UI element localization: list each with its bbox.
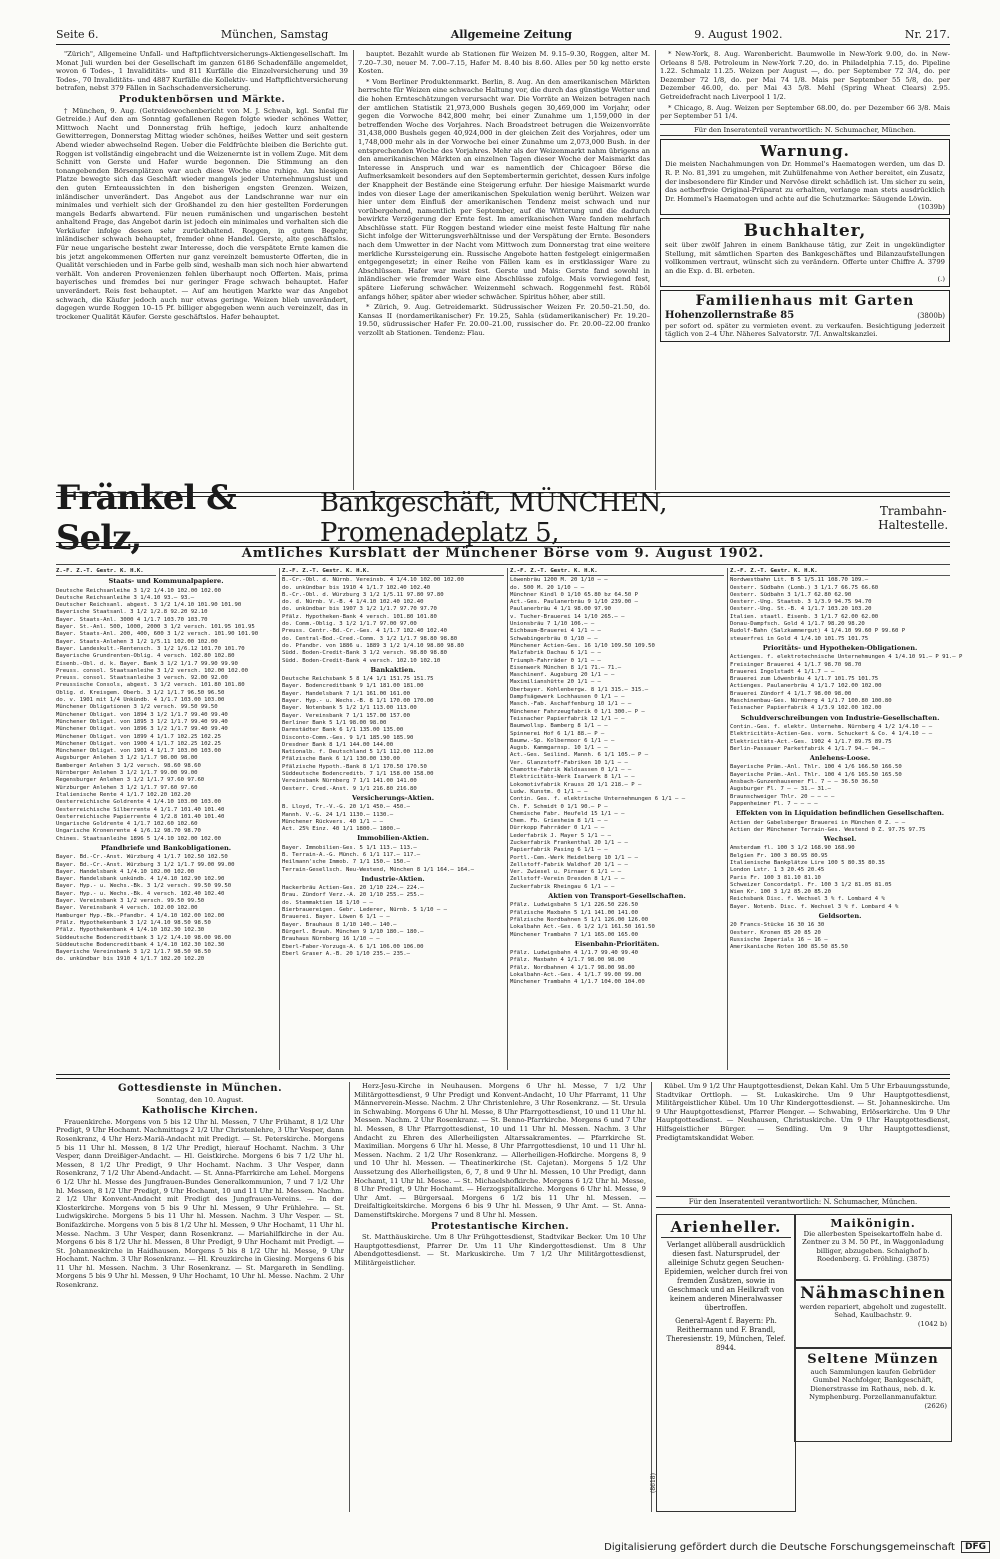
table-row: Bayer. Bd.-Cr.-Anst. Würzburg 4 1/1.7 102.50 102.50 <box>56 854 228 861</box>
table-row: Münchener Obligat. von 1899 4 1/1.7 102.25 102.25 <box>56 733 222 740</box>
table-row: Würzburger Anlehen 3 1/2 1/1.7 97.60 97.60 <box>56 784 198 791</box>
column-markets <box>56 50 348 490</box>
table-header: Z.-F. Z.-T. Gestr. K. H.K. <box>56 568 276 576</box>
place-day: München, Samstag <box>220 28 329 41</box>
table-priorities-exchange <box>730 568 963 1070</box>
chicago-report: * Chicago, 8. Aug. Weizen per September 68.00, do. per Dezember 66 3/8. Mais per September 51 1/4. <box>660 103 950 121</box>
table-row: Vereinsbank Nürnberg 7 1/1 141.00 141.00 <box>282 778 417 785</box>
table-row: Bayer. Hyp.- u. Wechs.-B. 8 1/1 170.00 170.00 <box>282 698 434 705</box>
table-row: Contin.-Ges. f. elektr. Unternehm. Nürnberg 4 1/2 1/4.10 — — <box>730 723 933 730</box>
table-row: Papierfabrik Pasing 6 1/1 — — <box>510 847 608 854</box>
table-group-title: Geldsorten. <box>818 912 862 921</box>
table-row: Augsb. Kammgarnsp. 10 1/1 — — <box>510 745 608 752</box>
table-row: Bayer. Notenb. Disc. f. Wechsel 3 % f. Lombard 4 % <box>730 903 899 910</box>
table-row: do. Pfandbr. von 1886 u. 1889 3 1/2 1/4.10 98.80 98.80 <box>282 642 464 649</box>
ad-familienhaus-code: (3800b) <box>917 311 945 320</box>
table-row: do. 500 M. 20 1/10 — — <box>510 584 585 591</box>
table-row: do. unkündbar bis 1907 3 1/2 1/1.7 97.70 97.70 <box>282 606 437 613</box>
ad-buchhalter-title: Buchhalter, <box>743 220 867 241</box>
column-church-ads <box>656 1082 950 1190</box>
table-row: Zellstoff-Verein Dresden 8 1/1 — — <box>510 876 625 883</box>
table-row: do. v. 1901 mit 1/4 Unkündb. 4 1/1.7 103.00 103.00 <box>56 697 225 704</box>
digitization-footer <box>604 1541 990 1553</box>
table-row: Oesterr. Südbahn 3 1/1.7 62.80 62.90 <box>730 591 852 598</box>
table-row: Braunschweiger Thlr. 20 — — — — <box>730 793 835 800</box>
table-row: Münchener Trambahn 7 1/1 165.00 165.00 <box>510 931 638 938</box>
table-row: Bayer. Staats-Anlehen 3 1/2 1/5.11 102.00 102.00 <box>56 638 218 645</box>
table-row: Italienische Bankplätze Lire 100 5 80.35 80.35 <box>730 859 885 866</box>
table-row: Bayerische Präm.-Anl. Thlr. 100 4 1/6 166.50 166.50 <box>730 764 902 771</box>
table-row: Südd. Boden-Credit-Bank 3 1/2 versch. 98.80 98.80 <box>282 650 448 657</box>
table-row: Pfälzische Bank 6 1/1 130.00 130.00 <box>282 756 400 763</box>
table-row: Actienges. f. elektrotechnische Unternehmungen 4 1/4.10 91.— P 91.— P <box>730 654 963 661</box>
divider <box>56 1074 950 1079</box>
table-row: Ver. Zwiesel u. Pirnaer 6 1/1 — — <box>510 869 622 876</box>
table-row: Oesterr.-Ung. Staatsb. 3 1/3.9 94.75 94.70 <box>730 599 872 606</box>
table-row: Eberl-Faber-Vorzugs-A. 6 1/1 106.00 106.00 <box>282 943 424 950</box>
table-row: Paulanerbräu 4 1/1 98.00 97.90 <box>510 606 612 613</box>
table-row: Pfälz. Ludwigsbahn 5 1/1 226.50 226.50 <box>510 902 638 909</box>
table-row: Actien der Gabelsberger Brauerei in München 0 Z. — — <box>730 819 906 826</box>
zurich-grain-report: * Zürich, 9. Aug. Getreidemarkt. Südrussischer Weizen Fr. 20.50–21.50, do. Kansas II (nordamerikanischer) Fr. 19.25, Sahla (südamerikanischer) Fr. 19.20–19.50, südrussischer Hafer Fr. 20.00–21.00, russischer do. Fr. 20.00–22.00 franko verzollt ab Stationen. Tendenz: Flau. <box>358 303 650 337</box>
table-row: Belgien Fr. 100 3 80.95 80.95 <box>730 852 828 859</box>
catholic-title: Katholische Kirchen. <box>141 1106 259 1117</box>
table-row: Zellstoff-Fabrik Waldhof 20 1/1 — — <box>510 861 628 868</box>
newspaper-title: Allgemeine Zeitung <box>450 28 572 41</box>
table-row: Löwenbräu 1200 M. 20 1/10 — — <box>510 577 608 584</box>
table-row: Bayerische Staatsanl. 3 1/2 1/2.8 92.20 92.10 <box>56 609 208 616</box>
table-row: Pfälz. Hypotheken-Bank 4 versch. 101.80 101.80 <box>282 613 437 620</box>
table-row: Süddeutsche Bodencreditb. 7 1/1 158.00 158.00 <box>282 771 434 778</box>
table-row: Elektricitäts-Actien-Ges. vorm. Schuckert & Co. 4 1/4.10 — — <box>730 731 933 738</box>
table-row: Ver. Glanzstoff-Fabriken 10 1/1 — — <box>510 759 628 766</box>
table-row: Eberl Graser A.-B. 20 1/10 235.— 235.— <box>282 950 410 957</box>
table-header: Z.-F. Z.-T. Gestr. K. H.K. <box>730 568 950 576</box>
table-row: Münchener Obligat. von 1901 4 1/1.7 103.00 103.00 <box>56 748 222 755</box>
table-row: Bayer. Hyp.- u. Wechs.-Bk. 3 1/2 versch. 99.50 99.50 <box>56 883 232 890</box>
table-row: Berlin-Passauer Parketfabrik 4 1/1.7 94.— 94.— <box>730 745 885 752</box>
table-row: Münchener Obligat. von 1900 4 1/1.7 102.25 102.25 <box>56 740 222 747</box>
table-row: Preuss. consol. Staatsanleihe 3 versch. 92.00 92.00 <box>56 675 228 682</box>
table-row: Bayerische Vereinsbank 3 1/2 1/1.7 98.50 98.50 <box>56 949 211 956</box>
table-row: Dresdner Bank 8 1/1 144.00 144.00 <box>282 741 394 748</box>
table-group-title: Pfandbriefe und Bankobligationen. <box>100 843 232 852</box>
dfg-logo: DFG <box>961 1541 990 1553</box>
table-row: Contin. Ges. f. elektrische Unternehmungen 6 1/1 — — <box>510 796 686 803</box>
table-row: Eisenb.-Obl. d. k. Bayer. Bank 3 1/2 1/1.7 99.90 99.90 <box>56 660 238 667</box>
table-row: Portl.-Cem.-Werk Heidelberg 10 1/1 — — <box>510 854 638 861</box>
table-row: do. Central-Bod.-Cred.-Comm. 3 1/2 1/1.7 98.80 98.80 <box>282 635 458 642</box>
table-row: 20 Francs-Stücke 16 30 16 30 <box>730 922 825 929</box>
munich-grain-report: † München, 9. Aug. (Getreidewochenbericht von M. J. Schwab, kgl. Senfal für Getreide.) Auf den am Sonntag gefallenen Regen folgte wieder schönes Wetter, Mittwoch Nacht und Donnerstag früh heftige, jedoch kurz anhaltende Gewitterregen, Donnerstag Mittag wieder schönes, heißes Wetter und seit gestern Abend wieder abwechselnd Regen. Ueber die Feldfrüchte bleiben die Berichte gut. Roggen ist vollständig eingebracht und die Weizenernte ist in vollem Zuge. Mit dem Schnitt von Gerste und Hafer wurde begonnen. Die Stimmung an den tonangebenden Börsenplätzen war auch diese Woche eine ruhige. Am hiesigen Platze bewegte sich das Geschäft wieder mangels jeder Unternehmungslust und den guten Ernteaussichten in den bisherigen engsten Grenzen. Weizen, inländischer unverändert. Das Angebot aus der Landschranne war nur ein minimales und verhielt sich der Großhandel zu den hier gestellten Forderungen mangels Bedarfs abwartend. Für neuen rumänischen und ungarischen besteht anhaltend Frage, das Angebot darin ist jedoch ein minimales und verhalten sich die Verkäufer infolge dessen sehr zurückhaltend. Roggen, in gutem Begehr, inländischer schwach behauptet, fremder ohne Handel. Gerste, alte geschäftslos. Für neue ungarische besteht zwar Interesse, doch die verspätete Ernte kamen die bis jetzt angekommenen Offerten nur ganz vereinzelt bemusterte Offerten, die in Qualität verschieden und in Farbe gelb sind, weshalb man sich noch hier abwartend verhält. Von anderen Provenienzen fehlen überhaupt noch Offerten. Mais, prima bayerisches und fremdes bei nur geringer Frage schwach behauptet. Hafer unverändert. Reis fest behauptet. — Auf am heutigen Markte war das Angebot schwach, die Käufer jedoch auch nur etwas geringe. Weizen blieb unverändert, dagegen wurde Roggen 10–15 Pf. billiger abgegeben wenn auch vereinzelt, das in trockener Qualität Käufer. Gerste geschäftslos. Hafer behauptet. <box>56 106 348 321</box>
table-row: Chemische Fabr. Heufeld 15 1/1 — — <box>510 810 625 817</box>
table-row: Elektricitäts-Werk Isarwerk 8 1/1 — — <box>510 774 635 781</box>
table-row: Hamburger Hyp.-Bk.-Pfandbr. 4 1/4.10 102.00 102.00 <box>56 912 225 919</box>
table-row: do. unkündbar bis 1910 4 1/1.7 102.20 102.20 <box>56 956 205 963</box>
table-row: Pfälz. Nordbahnen 4 1/1.7 98.00 98.00 <box>510 964 635 971</box>
table-row: Reichsbank Disc. f. Wechsel 3 % f. Lombard 4 % <box>730 896 885 903</box>
table-row: Pfälzische Hypoth.-Bank 8 1/1 170.50 170.50 <box>282 763 427 770</box>
table-row: Bayer. Staats-Anl. 200, 400, 600 3 1/2 versch. 101.90 101.90 <box>56 631 259 638</box>
table-row: Deutsche Reichsbank 5 8 1/4 1/1 151.75 151.75 <box>282 676 434 683</box>
catholic-services: Frauenkirche. Morgens von 5 bis 12 Uhr hl. Messen, 7 Uhr Frühamt, 8 1/2 Uhr Predigt, 9 Uhr Hochamt. Nachmittags 2 1/2 Uhr Christenlehre, 3 Uhr Vesper, dann Rosenkranz, 4 Uhr Herz-Mariä-Andacht mit Predigt. — St. Peterskirche. Morgens 5 bis 11 Uhr hl. Messen, 8 1/2 Uhr Predigt, hierauf Hochamt. Nachm. 3 Uhr Vesper, dann Dreißiger-Andacht. — Hl. Geistkirche. Morgens 6 bis 7 1/2 Uhr hl. Messen, 8 1/2 Uhr Predigt, 9 Uhr Hochamt. Nachm. 3 Uhr Vesper, dann Rosenkranz, 7 1/2 Uhr Abend-Andacht. — St. Anna-Pfarrkirche am Lehel. Morgens 6 1/2 Uhr hl. Messe des Jungfrauen-Bundes Generalkommunion, 7 und 7 1/2 Uhr hl. Messen, 8 1/2 Uhr Predigt, 9 Uhr Hochamt, 10 und 11 Uhr hl. Messen. Nachm. 2 1/2 Uhr Konvent-Andacht mit Predigt des Jungfrauen-Vereins. — In der Klosterkirche. Morgens von 5 bis 9 Uhr hl. Messen, 9 Uhr Frühlehre. — St. Ludwigskirche. Morgens 5 bis 11 Uhr hl. Messen. Nachm. 3 Uhr Vesper. — St. Bonifazkirche. Morgens von 5 bis 8 1/2 Uhr hl. Messen, 9 Uhr Hochamt, 11 Uhr hl. Messe. Nachm. 3 Uhr Vesper, dann Rosenkranz. — Mariahilfkirche in der Au. Morgens 6 bis 8 1/2 Uhr hl. Messen, 8 Uhr Predigt, 9 Uhr Hochamt mit Predigt. — St. Johanneskirche in Haidhausen. Morgens 5 bis 8 1/2 Uhr hl. Messe, 9 Uhr Hochamt. Nachm. 3 Uhr Rosenkranz. — Hl. Kreuzkirche in Giesing. Morgens 6 bis 11 Uhr hl. Messen. Nachm. 3 Uhr Rosenkranz. — St. Margareth in Sendling. Morgens 5 bis 9 Uhr hl. Messen, 9 Uhr Hochamt, 10 Uhr hl. Messe. Nachm. 2 Uhr Rosenkranz. <box>56 1117 344 1290</box>
table-row: Act.-Ges. Seilind. Mannh. 6 1/1 105.— P — <box>510 752 649 759</box>
table-row: Nürnberger Anlehen 3 1/2 1/1.7 99.00 99.00 <box>56 770 198 777</box>
table-row: Münchener Obligat. von 1894 3 1/2 1/1.7 99.40 99.40 <box>56 711 228 718</box>
issue-number: Nr. 217. <box>904 28 950 41</box>
table-row: Brauerei. Bayer. Löwen 6 1/1 — — <box>282 914 390 921</box>
table-row: Hackerbräu Actien-Ges. 20 1/10 224.— 224.— <box>282 885 424 892</box>
ad-naehmaschinen-text: werden repariert, abgeholt und zugestellt. Sehad, Kaulbachstr. 9. <box>799 1303 947 1320</box>
table-group-title: Eisenbahn-Prioritäten. <box>574 939 660 948</box>
table-row: Teisnacher Papierfabrik 12 1/1 — — <box>510 715 625 722</box>
church-title: Gottesdienste in München. <box>117 1083 283 1094</box>
table-row: Chamotte-Fabrik Waldsassen 0 1/1 — — <box>510 767 632 774</box>
table-row: v. Tucher-Brauerei 14 1/10 265.— — <box>510 613 625 620</box>
table-row: London Lstr. 1 3 20.45 20.45 <box>730 867 825 874</box>
table-row: Eisenwerk München 8 1/1 71.— 71.— <box>510 664 622 671</box>
table-row: Brauerei Zündorf 4 1/1.7 98.00 98.00 <box>730 690 852 697</box>
table-row: Zuckerfabrik Frankenthal 20 1/1 — — <box>510 839 628 846</box>
ad-familienhaus <box>660 290 950 342</box>
table-group-title: Industrie-Aktien. <box>361 874 425 883</box>
table-row: B. Terrain-A.-G. Münch. 6 1/1 117.— 117.— <box>282 851 421 858</box>
column-berlin-zurich <box>358 50 650 490</box>
table-group-title: Aktien von Transport-Gesellschaften. <box>548 892 686 901</box>
table-row: Bierbrauereigen. Gebr. Lederer, Nürnb. 5 1/10 — — <box>282 907 448 914</box>
berlin-market-report: * Vom Berliner Produktenmarkt. Berlin, 8. Aug. An den amerikanischen Märkten herrschte für Weizen eine schwache Haltung vor, die durch das günstige Wetter und die hohen Ernteschätzungen verursacht war. Die Vorräte an Weizen betragen nach der amtlichen Statistik 21,973,000 Bushels gegen 30,469,000 im Vorjahr, oder gegen die Vorwoche 842,800 mehr, bei einer Zunahme um 1,159,000 in der betreffenden Woche des Vorjahres. Nach Broadstreet betrugen die Weizenvorräte 31,438,000 Bushels gegen 40,924,000 in der gleichen Zeit des Vorjahres, oder um 1,748,000 mehr als in der Vorwoche bei einer Zunahme um 2,073,000 Bush. in der entsprechenden Woche des Vorjahres. Mehr als der Weizenmarkt nahm übrigens an den amerikanischen Märkten an einzelnen Tagen dieser Woche der Maismarkt das Interesse in Anspruch und war es namentlich der Chicagoer Börse die Aufmerksamkeit besonders auf den Septembertermin gerichtet, dessen Kurs infolge der Knappheit der Bestände eine Steigerung erfuhr. Der hiesige Maismarkt wurde indes von dieser Lage der amerikanischen Spekulation wenig berührt. Weizen war hier unter dem Einfluß der amerikanischen Tendenz meist schwach und nur vorübergehend, namentlich per September, auf die Witterung und die dadurch bewirkte Verzögerung der Ernte fest. Im amerikanischen Ware fanden mehrfach Abschlüsse statt. Für Roggen bestand wieder eine meist feste Haltung für nahe Sicht infolge der Witterungsverhältnisse und der Verspätung der Ernte. Besonders nach dem Umwetter in der Nacht vom Mittwoch zum Donnerstag trat eine weitere merkliche Kurssteigerung ein. Russische Angebote hatten festgelegt einigermaßen entgegengesetzt; in einer Reihe von Fällen kam es in erstklassiger Ware zu Abschlüssen. Hafer war meist fest. Gerste und Mais: Gerste fand sowohl in inländischer wie fremder Ware eine Abschlüsse zufolge. Mais vorwiegend fest, spätere Lieferung schwächer. Weizenmehl schwach. Roggenmehl fest. Rüböl anfangs höher, später aber wieder schwächer. Spiritus höher, aber still. <box>358 77 650 301</box>
table-row: Italienische Rente 4 1/1.7 102.20 102.20 <box>56 791 191 798</box>
table-row: Triumph-Fahrräder 0 1/1 — — <box>510 657 601 664</box>
table-row: Münchener Obligationen 3 1/2 versch. 99.50 99.50 <box>56 704 218 711</box>
table-row: Heilmann'sche Immob. 7 1/1 150.— 150.— <box>282 859 410 866</box>
table-group-title: Immobilien-Aktien. <box>357 834 429 843</box>
table-row: Oesterr. Kronen 85 20 85 20 <box>730 929 821 936</box>
table-row: Oesterr.-Ung. St.-B. 4 1/1.7 103.20 103.20 <box>730 606 872 613</box>
table-row: Zuckerfabrik Rheingau 6 1/1 — — <box>510 883 615 890</box>
table-row: Schwabingerbräu 0 1/10 — — <box>510 635 598 642</box>
ad-arienheller-code: (8618) <box>650 1473 657 1493</box>
table-row: B. Lloyd, Tr.-V.-G. 20 1/1 450.— 450.— <box>282 804 410 811</box>
table-row: Bayer. Handelsbank 4 1/4.10 102.00 102.00 <box>56 868 195 875</box>
table-row: Spinnerei Hof 6 1/1 88.— P — <box>510 730 605 737</box>
ad-warnung-text: Die meisten Nachahmungen von Dr. Hommel's Haematogen werden, um das D. R. P. No. 81,391 zu umgehen, mit Zuhülfenahme von Aether bereitet, ein Zusatz, der insbesondere für Kinder und Nervöse direkt schädlich ist. Um sicher zu sein, das aetherfreie Original-Präparat zu erhalten, verlange man stets ausdrücklich Dr. Hommel's Haematogen und achte auf die Schutzmarke: Säugende Löwin. <box>665 160 946 203</box>
table-row: Bayer. Vereinsbank 4 versch. 102.00 102.00 <box>56 905 198 912</box>
column-foreign-ads <box>660 50 950 490</box>
table-row: Pfälzische Maxbahn 5 1/1 141.00 141.00 <box>510 909 638 916</box>
page-header <box>56 28 950 45</box>
kursblatt-title: Amtliches Kursblatt der Münchener Börse vom 9. August 1902. <box>241 546 765 561</box>
table-divider <box>279 568 280 1070</box>
table-row: Brau. Zündorf Verz.-A. 20 1/10 255.— 255.— <box>282 892 424 899</box>
table-group-title: Versicherungs-Aktien. <box>351 793 435 802</box>
table-row: Italien. staatl. Eisenb. 3 1/1.7 62.00 62.00 <box>730 613 879 620</box>
table-row: Freisinger Brauerei 4 1/1.7 98.70 98.70 <box>730 661 862 668</box>
table-row: Deutsche Reichsanleihe 3 1/4.10 93.— 93.— <box>56 594 195 601</box>
table-row: Münchner Kindl 0 1/10 65.80 bz 64.50 P <box>510 591 638 598</box>
table-row: Chines. Staatsanleihe 1896 5 1/4.10 102.00 102.00 <box>56 835 222 842</box>
column-divider <box>353 50 354 490</box>
table-row: Oesterr. Cred.-Anst. 9 1/1 216.80 216.80 <box>282 785 417 792</box>
table-row: Eichbaum-Brauerei 4 1/1 — — <box>510 628 601 635</box>
column-church-catholic <box>56 1082 344 1512</box>
ad-arienheller-text: Verlanget allüberall ausdrücklich diesen fast. Natursprudel, der alleinige Schutz gegen Seuchen-Epidemien, welcher durch frei von fremden Zusätzen, sowie in Geschmack und an Heilkraft von keinem anderen Mineralwasser übertroffen. <box>664 1241 788 1312</box>
table-row: Act. 25% Einz. 40 1/1 1800.— 1800.— <box>282 826 400 833</box>
table-row: Bayer. Bd.-Cr.-Anst. Würzburg 3 1/2 1/1.7 99.00 99.00 <box>56 861 235 868</box>
ad-naehmaschinen <box>794 1280 952 1348</box>
protestant-services: St. Matthäuskirche. Um 8 Uhr Frühgottesdienst, Stadtvikar Becker. Um 10 Uhr Hauptgottesdienst, Pfarrer Dr. Um 11 Uhr Kindergottesdienst. Um 8 Uhr Abendgottesdienst. — St. Markuskirche. Um 7 1/2 Uhr Militärgottesdienst, Militärgeistlicher. <box>354 1233 646 1267</box>
table-bank-shares <box>282 568 504 1070</box>
table-row: Baumw.-Sp. Kolbermoor 6 1/1 — — <box>510 737 615 744</box>
table-row: Bayer. Notenbank 5 1/2 1/1 113.00 113.00 <box>282 705 417 712</box>
table-row: Augsburger Fl. 7 — — 31.— 31.— <box>730 786 832 793</box>
table-row: Maximilianshütte 20 1/1 — — <box>510 679 601 686</box>
newspaper-page <box>56 28 963 1513</box>
table-row: do. Stammaktien 18 1/10 — — <box>282 899 373 906</box>
banner-tram-stop: Trambahn-Haltestelle. <box>878 504 949 532</box>
church-date: Sonntag, den 10. August. <box>156 1095 244 1104</box>
table-row: Amerikanische Noten 100 85.50 85.50 <box>730 944 848 951</box>
table-row: Bayerische Präm.-Anl. Thlr. 100 4 1/6 165.50 165.50 <box>730 771 902 778</box>
table-row: Nordwestbahn Lit. B 5 1/5.11 108.70 109.— <box>730 577 869 584</box>
table-row: Münchener Rückvers. 40 1/1 — — <box>282 818 384 825</box>
table-row: Berliner Bank 5 1/1 98.00 98.00 <box>282 719 387 726</box>
table-row: Münchener Fahrzeugfabrik 0 1/1 300.— P — <box>510 708 645 715</box>
table-row: Russische Imperials 16 — 16 — <box>730 936 828 943</box>
table-row: Pfälz. Ludwigsbahn 4 1/1.7 99.40 99.40 <box>510 950 638 957</box>
table-row: Bamberger Anlehen 3 1/2 versch. 98.60 98.60 <box>56 762 201 769</box>
table-group-title: Anlehens-Loose. <box>809 754 871 763</box>
table-row: Bayerische Grundrenten-Oblig. 4 versch. 102.80 102.80 <box>56 653 235 660</box>
column-divider <box>349 1082 350 1512</box>
responsibility-line-2: Für den Inseratenteil verantwortlich: N. Schumacher, München. <box>656 1196 950 1208</box>
table-row: Münchener Obligat. von 1895 3 1/2 1/1.7 99.40 99.40 <box>56 718 228 725</box>
table-row: Regensburger Anlehen 3 1/2 1/1.7 97.60 97.60 <box>56 777 205 784</box>
ad-maikoenigin-title: Maikönigin. <box>830 1217 916 1230</box>
page-number: Seite 6. <box>56 28 99 41</box>
table-row: Deutsche Reichsanleihe 3 1/2 1/4.10 102.00 102.00 <box>56 587 222 594</box>
table-row: Oesterr. Südbahn (Lomb.) 3 1/1.7 66.75 66.60 <box>730 584 879 591</box>
table-row: Bayer. Vereinsbank 3 1/2 versch. 99.50 99.50 <box>56 898 205 905</box>
ad-familienhaus-address: Hohenzollernstraße 85 <box>665 309 795 321</box>
table-row: Deutscher Reichsanl. abgest. 3 1/2 1/4.10 101.90 101.90 <box>56 602 242 609</box>
table-row: B.-Cr.-Obl. d. Würzburg 3 1/2 1/5.11 97.80 97.80 <box>282 591 444 598</box>
table-row: Oesterreichische Silberrente 4 1/1.7 101.40 101.40 <box>56 806 225 813</box>
table-row: Süddeutsche Bodencreditbank 4 1/4.10 102.30 102.30 <box>56 941 225 948</box>
table-row: Lederfabrik J. Mayer 5 1/1 — — <box>510 832 612 839</box>
table-row: Malzfabrik Dachau 6 1/1 — — <box>510 650 601 657</box>
table-row: Pfälz. Hypothekenbank 4 1/4.10 102.30 102.30 <box>56 927 205 934</box>
table-divider <box>507 568 508 1070</box>
table-header: Z.-F. Z.-T. Gestr. K. H.K. <box>282 568 504 576</box>
table-row: Rudolf-Bahn (Salzkammergut) 4 1/4.10 99.60 P 99.60 P <box>730 628 906 635</box>
table-row: Wien Kr. 100 3 1/2 85.20 85.20 <box>730 889 832 896</box>
ad-arienheller-title: Arienheller. <box>661 1217 791 1238</box>
table-row: Pfälz. Maxbahn 4 1/1.7 98.00 98.00 <box>510 957 625 964</box>
table-row: Pfälz. Hypothekenbank 3 1/2 1/4.10 98.50 98.50 <box>56 919 211 926</box>
protestant-title: Protestantische Kirchen. <box>431 1221 569 1232</box>
table-row: Südd. Boden-Credit-Bank 4 versch. 102.10 102.10 <box>282 657 441 664</box>
ad-naehmaschinen-title: Nähmaschinen <box>800 1283 946 1302</box>
table-row: Unionsbräu 7 1/10 106.— — <box>510 621 595 628</box>
banner-firm: Fränkel & Selz, <box>56 478 236 558</box>
table-row: Oesterreichische Goldrente 4 1/4.10 103.00 103.00 <box>56 799 222 806</box>
table-row: Act.-Ges. Paulanerbräu 9 1/10 239.00 — <box>510 599 638 606</box>
table-row: Chem. Fb. Griesheim 8 1/1 — — <box>510 818 608 825</box>
table-row: Baumwollsp. Bamberg 8 1/1 — — <box>510 723 608 730</box>
section-title-markets: Produktenbörsen und Märkte. <box>118 94 286 105</box>
ad-arienheller-agent: General-Agent f. Bayern: Ph. Reithermann und F. Brandl, Theresienstr. 19, München, Telef. 8944. <box>666 1317 786 1352</box>
ad-warnung <box>660 139 950 215</box>
ad-buchhalter-text: seit über zwölf Jahren in einem Bankhause tätig, zur Zeit in ungekündigter Stellung, mit sämtlichen Sparten des Bankgeschäftes und Bilanzaufstellungen vollkommen vertraut, wünscht sich zu verändern. Offerte unter Chiffre A. 3799 an die Exp. d. Bl. erbeten. <box>665 240 945 275</box>
table-row: Bayer. Vereinsbank 7 1/1 157.00 157.00 <box>282 712 410 719</box>
table-row: Bayer. Handelsbank unkündb. 4 1/4.10 102.90 102.90 <box>56 876 225 883</box>
newyork-report: * New-York, 8. Aug. Warenbericht. Baumwolle in New-York 9.00, do. in New-Orleans 8 5/8. Petroleum in New-York 7.20, do. in Philadelphia 7.15, do. Pipeline 1.22. Schmalz 11.25. Weizen per August —, do. per September 72 3/4, do. per Dezember 72 1/8, do. per Mai 74 1/8. Mais per September 55 5/8, do. per Dezember 46.00, do. per Mai 43 5/8. Mehl (Spring Wheat Clears) 2.95. Getreidefracht nach Liverpool 1 1/2. <box>660 50 950 101</box>
table-row: Bayer. Hyp.- u. Wechs.-Bk. 4 versch. 102.40 102.40 <box>56 890 225 897</box>
table-row: Terrain-Gesellsch. Neu-Westend, München 8 1/1 164.— 164.— <box>282 866 474 873</box>
ad-muenzen <box>794 1348 952 1442</box>
table-row: Ch. F. Schmidt 0 1/1 90.— P — <box>510 803 608 810</box>
ad-warnung-code: (1039b) <box>918 203 945 212</box>
table-row: Oesterreichische Papierrente 4 1/2.8 101.40 101.40 <box>56 813 225 820</box>
table-row: Preuss. Centr.-Bd.-Cr.-Ges. 4 1/1.7 102.40 102.40 <box>282 628 448 635</box>
footer-text: Digitalisierung gefördert durch die Deutsche Forschungsgemeinschaft <box>604 1541 955 1553</box>
table-row: Masch.-Fab. Aschaffenburg 10 1/1 — — <box>510 701 632 708</box>
table-row: Dürrkopp Fahrräder 0 1/1 — — <box>510 825 605 832</box>
table-row: Preuss. consol. Staatsanleihe 3 1/2 versch. 102.00 102.00 <box>56 667 248 674</box>
table-row: Bayer. Immobilien-Ges. 5 1/1 113.— 113.— <box>282 844 417 851</box>
column-divider <box>655 50 656 490</box>
table-state-papers <box>56 568 276 1070</box>
table-row: Brauhaus Nürnberg 16 1/10 — — <box>282 936 380 943</box>
table-row: Disconto-Comm.-Ges. 9 1/1 185.90 185.90 <box>282 734 414 741</box>
ad-arienheller <box>650 1214 796 1512</box>
column-divider <box>651 1082 652 1512</box>
table-row: Brauerei zum Löwenbräu 4 1/1.7 101.75 101.75 <box>730 676 879 683</box>
table-row: Teisnacher Papierfabrik 4 1/3.9 102.00 102.00 <box>730 705 882 712</box>
ad-buchhalter-code: (.) <box>937 275 945 284</box>
table-row: Münchener Obligat. von 1896 3 1/2 1/1.7 99.40 99.40 <box>56 726 228 733</box>
table-row: Ungarische Goldrente 4 1/1.7 102.60 102.60 <box>56 821 198 828</box>
divider <box>56 564 950 565</box>
table-row: Pfälzische Nordbahnen 5 1/1 126.00 126.00 <box>510 916 649 923</box>
table-group-title: Staats- und Kommunalpapiere. <box>108 577 224 586</box>
table-row: Ansbach-Gunzenhausener Fl. 7 — — 36.50 36.50 <box>730 779 879 786</box>
munich-prices: bauptet. Bezahlt wurde ab Stationen für Weizen M. 9.15–9.30, Roggen, alter M. 7.20–7.30, neuer M. 7.00–7.15, Hafer M. 8.40 bis 8.60. Alles per 50 kg netto erste Kosten. <box>358 50 650 76</box>
table-row: do. d. Nürnb. V.-B. 4 1/4.10 102.40 102.40 <box>282 599 424 606</box>
ad-maikoenigin-code: (3875) <box>906 1255 930 1264</box>
issue-date: 9. August 1902. <box>694 28 783 41</box>
protestant-services-cont: Kübel. Um 9 1/2 Uhr Hauptgottesdienst, Dekan Kahl. Um 5 Uhr Erbauungsstunde, Stadtvikar Orttloph. — St. Lukaskirche. Um 9 Uhr Hauptgottesdienst, Militärgeistlicher Kübel. Um 10 Uhr Kindergottesdienst. — St. Johanneskirche. Um 9 Uhr Hauptgottesdienst, Pfarrer Plenger. — Schwabing, Erlöserkirche. Um 9 Uhr Hauptgottesdienst. — Neuhausen, Christuskirche. Um 9 Uhr Hauptgottesdienst, Hilfsgeistlicher Bürger. — Sendling. Um 9 Uhr Hauptgottesdienst, Predigtamtskandidat Weber. <box>656 1082 950 1142</box>
table-group-title: Bankaktien. <box>370 665 416 674</box>
ad-maikoenigin <box>794 1214 952 1280</box>
table-row: Augsburger Anlehen 3 1/2 1/1.7 98.00 98.00 <box>56 755 198 762</box>
table-row: Maschinenf. Augsburg 20 1/1 — — <box>510 672 615 679</box>
ad-muenzen-text: auch Sammlungen kaufen Gebrüder Gumbel Nachfolger, Bankgeschäft, Dienerstrasse im Rathaus, neb. d. k. Nymphenburg. Porzellanmanufaktur. <box>809 1368 937 1402</box>
table-group-title: Effekten von in Liquidation befindlichen Gesellschaften. <box>735 809 945 818</box>
table-row: Dampfsägewerk Lochhausen 0 1/1 — — <box>510 694 625 701</box>
insurance-notice: "Zürich", Allgemeine Unfall- und Haftpflichtversicherungs-Aktiengesellschaft. Im Monat Juli wurden bei der Gesellschaft im ganzen 6186 Schadenfälle angemeldet, wovon 6 Todes-, 1 Invaliditäts- und 811 Kurfälle die Einzelversicherung und 39 Todes-, 70 Invaliditäts- und 4887 Kurfälle die Kollektiv- und Haftpflichtversicherung betrafen, nebst 379 Fällen in Sachschadenversicherung. <box>56 50 348 93</box>
table-row: Bayer. St.-Anl. 500, 1000, 2000 3 1/2 versch. 101.95 101.95 <box>56 624 255 631</box>
table-row: Lokalbahn Act.-Ges. 6 1/2 1/1 161.50 161.50 <box>510 924 655 931</box>
table-header: Z.-F. Z.-T. Gestr. K. H.K. <box>510 568 724 576</box>
table-row: Ludw. Kunstm. 0 1/1 — — <box>510 788 588 795</box>
ad-muenzen-code: (2626) <box>924 1401 947 1410</box>
table-row: Oberbayer. Kohlenbergw. 8 1/1 315.— 315.— <box>510 686 649 693</box>
table-row: Pappenheimer Fl. 7 — — — — <box>730 800 818 807</box>
table-group-title: Wechsel. <box>823 835 857 844</box>
catholic-services-cont: Herz-Jesu-Kirche in Neuhausen. Morgens 6 Uhr hl. Messe, 7 1/2 Uhr Militärgottesdienst, 9 Uhr Predigt und Konvent-Andacht, 10 Uhr Pfarramt, 11 Uhr Männerverein-Messe. Nachm. 2 Uhr Christenlehre, 3 Uhr Rosenkranz. — St. Ursula in Schwabing. Morgens 6 Uhr hl. Messe, 8 Uhr Pfarrgottesdienst, 10 und 11 Uhr hl. Messen. Nachm. 2 Uhr Rosenkranz. — St. Benno-Pfarrkirche. Morgens 6 und 7 Uhr hl. Messen, 8 Uhr Pfarrgottesdienst, 10 und 11 Uhr hl. Messen. Nachm. 3 Uhr Andacht zu Ehren des Allerheiligsten Altarssakramentes. — Pfarrkirche St. Maximilian. Morgens 6 Uhr hl. Messe, 8 Uhr Pfarrgottesdienst, 10 und 11 Uhr hl. Messen. Nachm. 2 1/2 Uhr Rosenkranz. — Allerheiligen-Hofkirche. Morgens 8, 9 und 10 Uhr hl. Messen. — Theatinerkirche (St. Cajetan). Morgens 5 1/2 Uhr Aussetzung des Allerheiligsten, 6, 7, 8 und 9 Uhr hl. Messen, 10 Uhr Predigt, dann Hochamt, 11 Uhr hl. Messe. — St. Michaelshofkirche. Morgens 6 1/2 Uhr hl. Messe, 8 Uhr Predigt, 9 Uhr Hochamt. — Herzogspitalkirche. Morgens 6 Uhr hl. Messe, 9 Uhr Amt. — Bürgersaal. Morgens 6 1/2 bis 11 Uhr hl. Messen. — Dreifaltigkeitskirche. Morgens 6 bis 9 Uhr hl. Messen, 9 Uhr Amt. — St. Anna-Damenstiftskirche. Morgens 7 und 8 Uhr hl. Messen. <box>354 1082 646 1219</box>
table-row: Paris Fr. 100 3 81.10 81.10 <box>730 874 821 881</box>
table-row: Schweizer Concordatpl. Fr. 100 3 1/2 81.05 81.05 <box>730 881 892 888</box>
table-row: Bayer. Landeskult.-Rentensch. 3 1/2 1/6.12 101.70 101.70 <box>56 645 245 652</box>
table-row: do. unkündbar bis 1910 4 1/1.7 102.40 102.40 <box>282 584 431 591</box>
table-group-title: Schuldverschreibungen von Industrie-Gesellschaften. <box>740 713 940 722</box>
table-row: Münchener Actien-Ges. 16 1/10 109.50 109.50 <box>510 642 655 649</box>
table-row: Ungarische Kronenrente 4 1/6.12 98.70 98.70 <box>56 828 201 835</box>
ad-naehmaschinen-code: (1042 b) <box>917 1319 947 1328</box>
banner-address: Bankgeschäft, MÜNCHEN, Promenadeplatz 5, <box>319 488 667 548</box>
table-row: Lokalbahn-Act.-Ges. 4 1/1.7 99.00 99.00 <box>510 972 642 979</box>
table-row: do. Comm.-Oblig. 3 1/2 1/1.7 97.00 97.00 <box>282 621 417 628</box>
table-row: Bürgerl. Brauh. München 9 1/10 180.— 180.— <box>282 928 424 935</box>
table-row: Darmstädter Bank 6 1/1 135.00 135.00 <box>282 727 404 734</box>
table-row: Donau-Dampfsch. Gold 4 1/1.7 98.20 98.20 <box>730 621 865 628</box>
table-row: Bayer. Brauhaus 8 1/10 140.— 140.— <box>282 921 397 928</box>
table-row: Bayer. Bodencreditbank 9 1/1 181.00 181.00 <box>282 683 424 690</box>
ad-maikoenigin-text: Die allerbesten Speisekartoffeln habe d. Zentner zu 3 M. 50 Pf., in Waggonladung billiger, abzugeben. Schaighof b. Roedenberg. G. Fröhling. <box>802 1230 944 1264</box>
table-row: Nationalb. f. Deutschland 5 1/1 112.00 112.00 <box>282 749 434 756</box>
table-row: Süddeutsche Bodencreditbank 3 1/2 1/4.10 98.00 98.00 <box>56 934 232 941</box>
table-row: Oblig. d. Kreisgem. Oberb. 3 1/2 1/1.7 96.50 96.50 <box>56 689 225 696</box>
table-row: Lokomotivfabrik Krauss 20 1/1 218.— P — <box>510 781 642 788</box>
table-row: Bayer. Staats-Anl. 3000 4 1/1.7 103.70 103.70 <box>56 616 208 623</box>
table-row: Mannh. V.-G. 24 1/1 1130.— 1130.— <box>282 811 394 818</box>
table-row: B.-Cr.-Obl. d. Nürnb. Vereinsb. 4 1/4.10 102.00 102.00 <box>282 577 464 584</box>
ad-warnung-title: Warnung. <box>760 142 850 161</box>
ad-familienhaus-title: Familienhaus mit Garten <box>695 292 915 309</box>
table-row: Maschinenbau-Ges. Nürnberg 4 1/1.7 100.80 100.80 <box>730 698 892 705</box>
table-group-title: Prioritäts- und Hypotheken-Obligationen. <box>762 643 918 652</box>
table-row: Bayer. Handelsbank 7 1/1 161.00 161.00 <box>282 690 410 697</box>
table-row: steuerfrei in Gold 4 1/4.10 101.75 101.75 <box>730 635 869 642</box>
table-row: Amsterdam fl. 100 3 1/2 168.90 168.90 <box>730 845 855 852</box>
column-church-more <box>354 1082 646 1512</box>
table-row: Actien der Münchener Terrain-Ges. Westend 0 Z. 97.75 97.75 <box>730 826 926 833</box>
table-row: Münchener Trambahn 4 1/1.7 104.00 104.00 <box>510 979 645 986</box>
ad-muenzen-title: Seltene Münzen <box>807 1352 939 1367</box>
table-row: Elektricitäts-Act.-Ges. 1902 4 1/1.7 89.75 89.75 <box>730 738 892 745</box>
table-row: Brauerei Ingolstadt 4 1/1.7 — — <box>730 668 835 675</box>
table-row: Preussische Consols, abgest. 3 1/2 versch. 101.80 101.80 <box>56 682 245 689</box>
ad-familienhaus-text: per sofort od. später zu vermieten event. zu verkaufen. Besichtigung jederzeit täglich von 2–4 Uhr. Näheres Salvatorstr. 7/I. Anwaltskanzlei. <box>665 321 945 339</box>
table-row: Actienges. Paulanerbräu 4 1/1.7 102.00 102.00 <box>730 683 882 690</box>
table-industry-shares <box>510 568 724 1070</box>
ad-buchhalter <box>660 218 950 287</box>
table-divider <box>727 568 728 1070</box>
responsibility-line: Für den Inseratenteil verantwortlich: N. Schumacher, München. <box>660 124 950 137</box>
